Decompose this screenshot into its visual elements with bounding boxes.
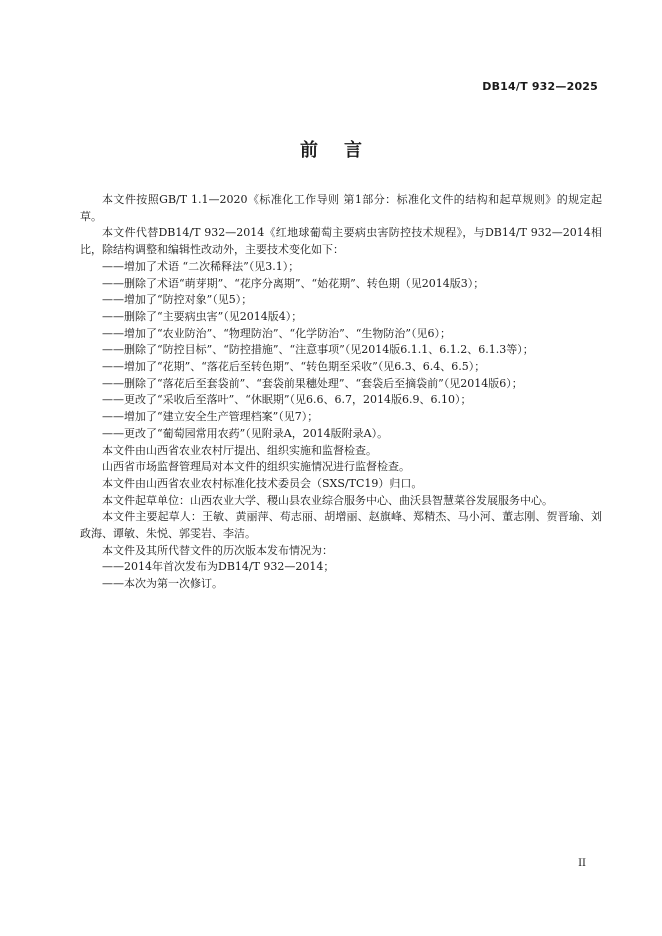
change-item: ——删除了“主要病虫害”（见2014版4）； [102, 309, 303, 323]
change-item: ——增加了术语 “二次稀释法”（见3.1）； [102, 259, 300, 273]
document-code: DB14/T 932—2025 [482, 80, 598, 93]
paragraph-drafters: 本文件主要起草人：王敏、黄丽萍、苟志丽、胡增丽、赵旗峰、郑精杰、马小河、董志刚、贺晋瑜、刘政海、谭敏、朱悦、郭雯岩、李洁。 [80, 510, 602, 541]
change-item: ——增加了“农业防治”、“物理防治”、“化学防治”、“生物防治”（见6）； [102, 326, 451, 340]
change-item: ——删除了术语“萌芽期”、“花序分离期”、“始花期”、转色期（见2014版3）； [102, 276, 485, 290]
change-item: ——增加了“花期”、“落花后至转色期”、“转色期至采收”（见6.3、6.4、6.5）； [102, 360, 486, 374]
paragraph-drafting-units: 本文件起草单位：山西农业大学、稷山县农业综合服务中心、曲沃县智慧菜谷发展服务中心。 [102, 493, 553, 507]
paragraph-supervision: 山西省市场监督管理局对本文件的组织实施情况进行监督检查。 [102, 460, 410, 474]
change-item: ——增加了“防控对象”（见5）； [102, 293, 253, 307]
paragraph-proposer: 本文件由山西省农业农村厅提出、组织实施和监督检查。 [102, 443, 377, 457]
change-item: ——删除了“防控目标”、“防控措施”、“注意事项”（见2014版6.1.1、6.1.2、6.1.3等）； [102, 343, 534, 357]
page-number: II [578, 858, 586, 869]
change-item: ——增加了“建立安全生产管理档案”（见7）； [102, 410, 319, 424]
foreword-body [80, 192, 602, 593]
paragraph-replacement: 本文件代替DB14/T 932—2014《红地球葡萄主要病虫害防控技术规程》，与DB14/T 932—2014相比，除结构调整和编辑性改动外，主要技术变化如下： [80, 226, 602, 257]
change-item: ——删除了“落花后至套袋前”、“套袋前果穗处理”、“套袋后至摘袋前”（见2014版6）； [102, 376, 523, 390]
paragraph-centralized: 本文件由山西省农业农村标准化技术委员会（SXS/TC19）归口。 [102, 476, 423, 490]
change-item: ——更改了“葡萄园常用农药”（见附录A，2014版附录A）。 [102, 426, 389, 440]
page-title: 前言 [300, 140, 388, 161]
change-item: ——更改了“采收后至落叶”、“休眠期”（见6.6、6.7，2014版6.9、6.10）； [102, 393, 472, 407]
paragraph-history-intro: 本文件及其所代替文件的历次版本发布情况为： [102, 543, 333, 557]
history-item: ——2014年首次发布为DB14/T 932—2014； [102, 560, 335, 574]
paragraph-drafting-basis: 本文件按照GB/T 1.1—2020《标准化工作导则 第1部分：标准化文件的结构和起草规则》的规定起草。 [80, 193, 602, 223]
history-item: ——本次为第一次修订。 [102, 577, 223, 591]
